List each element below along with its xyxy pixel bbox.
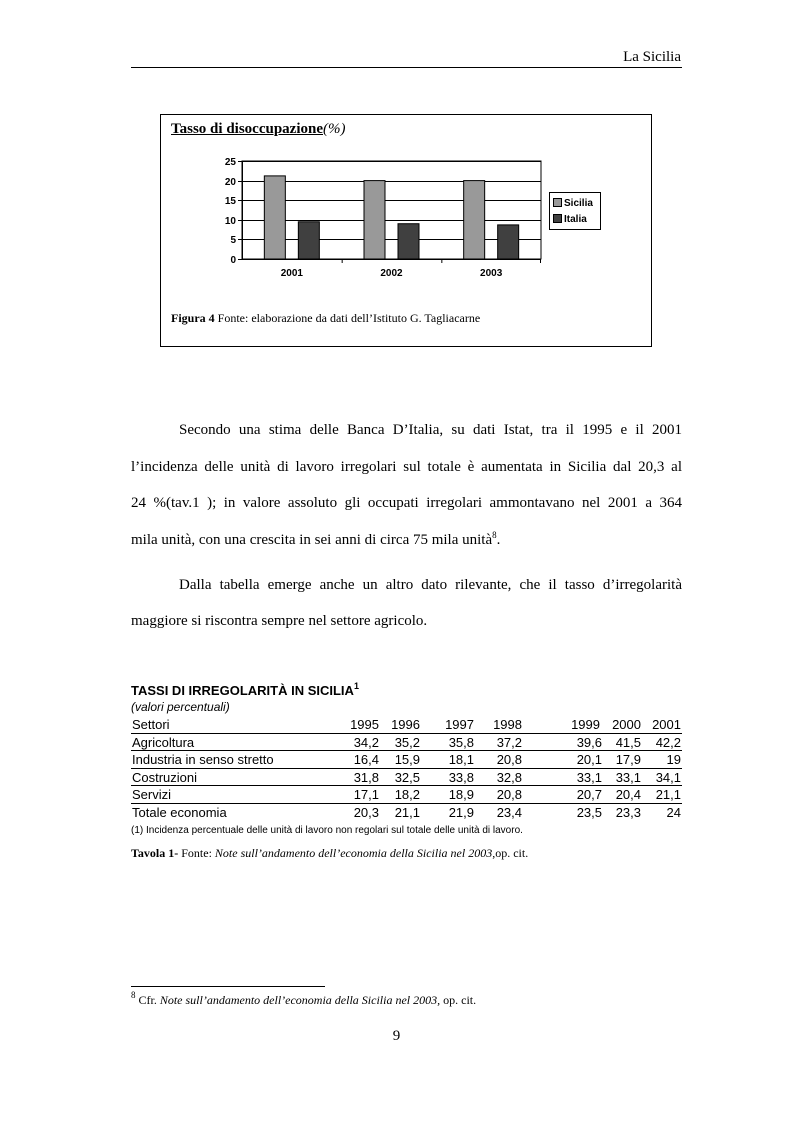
bar-italia-2003 — [498, 225, 519, 259]
table-cell: 18,1 — [448, 752, 474, 767]
table-cell: 37,2 — [496, 734, 522, 750]
table-cell: 23,5 — [576, 804, 602, 820]
figure-caption — [171, 311, 480, 326]
table-cell: 21,1 — [394, 804, 420, 820]
y-tick-label: 0 — [230, 255, 236, 266]
table-cell: 32,5 — [394, 769, 420, 785]
table-caption-label: Tavola 1- — [131, 846, 179, 860]
table-row — [131, 786, 682, 804]
irregularity-table — [131, 716, 682, 821]
table-header-cell: 1999 — [571, 717, 600, 732]
table-cell: 20,4 — [615, 787, 641, 802]
table-caption-prefix: Fonte: — [178, 846, 215, 860]
table-header-cell: 1998 — [493, 717, 522, 732]
table-row — [131, 734, 682, 752]
table-cell: 17,9 — [615, 752, 641, 767]
chart-title-main: Tasso di disoccupazione — [171, 121, 323, 137]
legend-item-italia — [553, 214, 587, 226]
x-tick-label: 2001 — [280, 268, 303, 279]
table-cell: 34,1 — [655, 769, 681, 785]
table-title-mark: 1 — [353, 681, 359, 691]
table-cell: 39,6 — [576, 734, 602, 750]
table-cell: 16,4 — [353, 752, 379, 767]
plot-area — [242, 161, 541, 259]
legend-swatch-italia — [553, 214, 562, 223]
y-tick-label: 20 — [224, 177, 236, 188]
table-cell: 20,7 — [576, 787, 602, 802]
table-header-cell: Settori — [132, 717, 170, 732]
table-cell: 20,3 — [353, 804, 379, 820]
y-tick-label: 25 — [224, 157, 236, 168]
table-cell: 23,4 — [496, 804, 522, 820]
bar-sicilia-2001 — [264, 176, 285, 259]
table-cell: 31,8 — [353, 769, 379, 785]
table-row-label: Industria in senso stretto — [132, 752, 274, 767]
running-head: La Sicilia — [623, 49, 681, 65]
footnote-suffix: op. cit. — [440, 993, 477, 1007]
bar-sicilia-2003 — [464, 181, 485, 259]
table-cell: 20,8 — [496, 752, 522, 767]
table-cell: 32,8 — [496, 769, 522, 785]
table-caption-suffix: ,op. cit. — [492, 846, 529, 860]
legend-label-italia: Italia — [564, 214, 587, 225]
table-row — [131, 769, 682, 787]
table-cell: 35,2 — [394, 734, 420, 750]
table-row-label: Servizi — [132, 787, 172, 802]
table-header-row — [131, 716, 682, 734]
legend-label-sicilia: Sicilia — [564, 198, 593, 209]
x-tick-label: 2002 — [380, 268, 403, 279]
bar-italia-2002 — [398, 224, 419, 259]
table-header-cell: 2000 — [612, 717, 641, 732]
paragraph-line: 24 %(tav.1 ); in valore assoluto gli occupati irregolari ammontavano nel 2001 a 364 — [131, 495, 682, 511]
table-subtitle: (valori percentuali) — [131, 700, 230, 714]
figure-caption-text: Fonte: elaborazione da dati dell’Istituto G. Tagliacarne — [214, 311, 481, 325]
table-header-cell: 1996 — [391, 717, 420, 732]
table-cell: 17,1 — [353, 787, 379, 802]
table-cell: 33,1 — [576, 769, 602, 785]
footnote-mark: 8 — [131, 990, 136, 1000]
chart-title-unit: (%) — [323, 121, 346, 137]
footnote-title: Note sull’andamento dell’economia della Sicilia nel 2003, — [159, 993, 441, 1007]
table-cell: 20,1 — [576, 752, 602, 767]
table-title — [131, 683, 359, 699]
table-cell: 35,8 — [448, 734, 474, 750]
table-row — [131, 751, 682, 769]
paragraph-line: Secondo una stima delle Banca D’Italia, su dati Istat, tra il 1995 e il 2001 — [179, 422, 682, 438]
footnote-prefix: Cfr. — [135, 993, 160, 1007]
legend-swatch-sicilia — [553, 198, 562, 207]
y-tick-label: 5 — [230, 235, 236, 246]
bar-sicilia-2002 — [364, 181, 385, 259]
table-row-label: Agricoltura — [132, 734, 195, 750]
table-cell: 42,2 — [655, 734, 681, 750]
footnote-rule — [131, 986, 325, 987]
table-cell: 20,8 — [496, 787, 522, 802]
table-cell: 33,8 — [448, 769, 474, 785]
paragraph-line-last — [131, 531, 682, 549]
footnote — [131, 990, 477, 1008]
table-cell: 19 — [666, 752, 681, 767]
table-cell: 23,3 — [615, 804, 641, 820]
legend-item-sicilia — [553, 198, 593, 210]
x-tick-label: 2003 — [480, 268, 503, 279]
paragraph-line: l’incidenza delle unità di lavoro irregolari sul totale è aumentata in Sicilia dal 20,3 al — [131, 459, 682, 475]
table-cell: 34,2 — [353, 734, 379, 750]
paragraph-text: mila unità, con una crescita in sei anni di circa 75 mila unità — [131, 532, 493, 548]
paragraph-end: . — [496, 532, 501, 548]
table-row — [131, 804, 682, 822]
table-cell: 33,1 — [615, 769, 641, 785]
table-row-label: Costruzioni — [132, 769, 198, 785]
paragraph-line: maggiore si riscontra sempre nel settore agricolo. — [131, 613, 428, 629]
figure-caption-label: Figura 4 — [171, 311, 215, 325]
table-header-cell: 1997 — [445, 717, 474, 732]
chart-legend — [549, 192, 601, 230]
bar-italia-2001 — [298, 222, 319, 259]
table-cell: 21,1 — [655, 787, 681, 802]
table-cell: 18,2 — [394, 787, 420, 802]
table-caption — [131, 846, 528, 861]
table-cell: 41,5 — [615, 734, 641, 750]
table-title-text: TASSI DI IRREGOLARITÀ IN SICILIA — [131, 683, 354, 698]
table-cell: 21,9 — [448, 804, 474, 820]
paragraph-line: Dalla tabella emerge anche un altro dato rilevante, che il tasso d’irregolarità — [179, 577, 682, 593]
table-cell: 18,9 — [448, 787, 474, 802]
header-rule — [131, 67, 682, 68]
footnote-ref: 8 — [492, 530, 497, 540]
table-caption-title: Note sull’andamento dell’economia della Sicilia nel 2003 — [214, 846, 493, 860]
table-header-cell: 2001 — [652, 717, 681, 732]
table-header-cell: 1995 — [350, 717, 379, 732]
y-tick-label: 15 — [224, 196, 236, 207]
table-cell: 24 — [666, 804, 681, 820]
figure-chart-box — [160, 114, 652, 347]
page-number: 9 — [392, 1028, 401, 1044]
table-row-label: Totale economia — [132, 804, 227, 820]
table-note: (1) Incidenza percentuale delle unità di lavoro non regolari sul totale delle unità di lavoro. — [131, 825, 523, 836]
table-cell: 15,9 — [394, 752, 420, 767]
y-tick-label: 10 — [224, 216, 236, 227]
